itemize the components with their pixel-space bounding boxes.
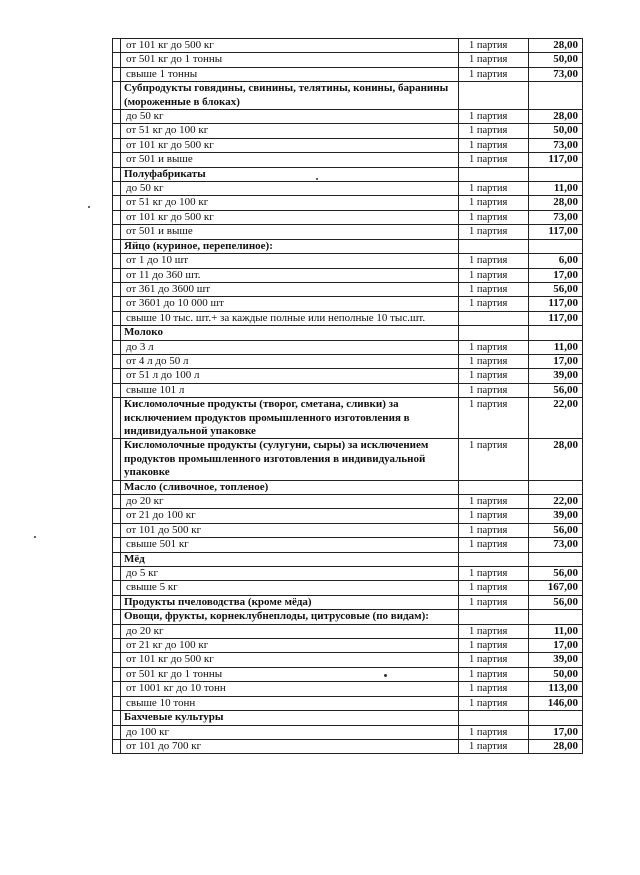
price-cell: 28,00 bbox=[529, 196, 583, 210]
item-name: от 21 кг до 100 кг bbox=[121, 639, 459, 653]
index-cell bbox=[113, 369, 121, 383]
price-cell: 73,00 bbox=[529, 138, 583, 152]
index-cell bbox=[113, 523, 121, 537]
unit-cell bbox=[459, 167, 529, 181]
item-name: до 50 кг bbox=[121, 110, 459, 124]
item-name: до 50 кг bbox=[121, 182, 459, 196]
unit-cell: 1 партия bbox=[459, 739, 529, 753]
category-name: Субпродукты говядины, свинины, телятины, конины, баранины (мороженные в блоках) bbox=[121, 82, 459, 110]
price-row bbox=[113, 268, 583, 282]
price-row bbox=[113, 110, 583, 124]
index-cell bbox=[113, 138, 121, 152]
price-cell: 50,00 bbox=[529, 53, 583, 67]
price-row bbox=[113, 667, 583, 681]
unit-cell: 1 партия bbox=[459, 340, 529, 354]
price-cell: 17,00 bbox=[529, 268, 583, 282]
price-row bbox=[113, 67, 583, 81]
price-row bbox=[113, 182, 583, 196]
price-cell: 56,00 bbox=[529, 523, 583, 537]
category-row bbox=[113, 610, 583, 624]
price-cell: 11,00 bbox=[529, 340, 583, 354]
price-table-page bbox=[112, 38, 582, 754]
unit-cell: 1 партия bbox=[459, 138, 529, 152]
category-row bbox=[113, 595, 583, 609]
unit-cell: 1 партия bbox=[459, 297, 529, 311]
price-table bbox=[112, 38, 583, 754]
price-cell: 50,00 bbox=[529, 667, 583, 681]
price-row bbox=[113, 369, 583, 383]
price-row bbox=[113, 340, 583, 354]
item-name: свыше 501 кг bbox=[121, 538, 459, 552]
price-row bbox=[113, 124, 583, 138]
category-row bbox=[113, 711, 583, 725]
unit-cell: 1 партия bbox=[459, 153, 529, 167]
price-cell: 146,00 bbox=[529, 696, 583, 710]
item-name: свыше 10 тонн bbox=[121, 696, 459, 710]
price-row bbox=[113, 739, 583, 753]
index-cell bbox=[113, 711, 121, 725]
index-cell bbox=[113, 311, 121, 325]
index-cell bbox=[113, 538, 121, 552]
price-cell: 11,00 bbox=[529, 624, 583, 638]
category-row bbox=[113, 439, 583, 480]
price-row bbox=[113, 383, 583, 397]
index-cell bbox=[113, 696, 121, 710]
index-cell bbox=[113, 624, 121, 638]
price-row bbox=[113, 138, 583, 152]
price-row bbox=[113, 53, 583, 67]
price-row bbox=[113, 153, 583, 167]
category-name: Продукты пчеловодства (кроме мёда) bbox=[121, 595, 459, 609]
price-cell: 113,00 bbox=[529, 682, 583, 696]
index-cell bbox=[113, 739, 121, 753]
index-cell bbox=[113, 383, 121, 397]
price-row bbox=[113, 196, 583, 210]
price-cell: 17,00 bbox=[529, 354, 583, 368]
category-name: Мёд bbox=[121, 552, 459, 566]
unit-cell: 1 партия bbox=[459, 196, 529, 210]
price-cell: 28,00 bbox=[529, 39, 583, 53]
price-cell: 28,00 bbox=[529, 110, 583, 124]
price-cell: 50,00 bbox=[529, 124, 583, 138]
item-name: от 51 кг до 100 кг bbox=[121, 196, 459, 210]
index-cell bbox=[113, 110, 121, 124]
price-row bbox=[113, 696, 583, 710]
unit-cell: 1 партия bbox=[459, 696, 529, 710]
unit-cell bbox=[459, 610, 529, 624]
price-cell: 17,00 bbox=[529, 639, 583, 653]
index-cell bbox=[113, 196, 121, 210]
unit-cell: 1 партия bbox=[459, 653, 529, 667]
category-row bbox=[113, 239, 583, 253]
index-cell bbox=[113, 480, 121, 494]
unit-cell: 1 партия bbox=[459, 124, 529, 138]
price-row bbox=[113, 254, 583, 268]
category-row bbox=[113, 552, 583, 566]
item-name: от 11 до 360 шт. bbox=[121, 268, 459, 282]
index-cell bbox=[113, 225, 121, 239]
item-name: до 100 кг bbox=[121, 725, 459, 739]
item-name: от 51 л до 100 л bbox=[121, 369, 459, 383]
price-cell: 56,00 bbox=[529, 567, 583, 581]
unit-cell bbox=[459, 326, 529, 340]
item-name: свыше 5 кг bbox=[121, 581, 459, 595]
item-name: свыше 101 л bbox=[121, 383, 459, 397]
price-row bbox=[113, 538, 583, 552]
index-cell bbox=[113, 297, 121, 311]
price-cell: 28,00 bbox=[529, 439, 583, 480]
index-cell bbox=[113, 210, 121, 224]
item-name: до 3 л bbox=[121, 340, 459, 354]
unit-cell: 1 партия bbox=[459, 39, 529, 53]
price-cell: 73,00 bbox=[529, 210, 583, 224]
price-cell: 39,00 bbox=[529, 509, 583, 523]
index-cell bbox=[113, 167, 121, 181]
unit-cell: 1 партия bbox=[459, 567, 529, 581]
item-name: от 1 до 10 шт bbox=[121, 254, 459, 268]
price-cell: 167,00 bbox=[529, 581, 583, 595]
unit-cell: 1 партия bbox=[459, 354, 529, 368]
price-cell: 56,00 bbox=[529, 383, 583, 397]
scan-speck bbox=[88, 206, 90, 208]
price-row bbox=[113, 682, 583, 696]
index-cell bbox=[113, 667, 121, 681]
unit-cell: 1 партия bbox=[459, 682, 529, 696]
item-name: от 361 до 3600 шт bbox=[121, 282, 459, 296]
price-cell bbox=[529, 239, 583, 253]
unit-cell: 1 партия bbox=[459, 667, 529, 681]
price-cell: 28,00 bbox=[529, 739, 583, 753]
category-name: Яйцо (куриное, перепелиное): bbox=[121, 239, 459, 253]
unit-cell: 1 партия bbox=[459, 509, 529, 523]
item-name: до 20 кг bbox=[121, 624, 459, 638]
price-cell: 73,00 bbox=[529, 538, 583, 552]
price-row bbox=[113, 210, 583, 224]
price-row bbox=[113, 725, 583, 739]
price-cell: 22,00 bbox=[529, 495, 583, 509]
index-cell bbox=[113, 326, 121, 340]
price-row bbox=[113, 282, 583, 296]
unit-cell: 1 партия bbox=[459, 268, 529, 282]
price-row bbox=[113, 523, 583, 537]
index-cell bbox=[113, 439, 121, 480]
price-cell bbox=[529, 610, 583, 624]
item-name: от 501 кг до 1 тонны bbox=[121, 667, 459, 681]
index-cell bbox=[113, 53, 121, 67]
unit-cell: 1 партия bbox=[459, 523, 529, 537]
price-row bbox=[113, 624, 583, 638]
item-name: от 501 кг до 1 тонны bbox=[121, 53, 459, 67]
unit-cell bbox=[459, 239, 529, 253]
scan-speck bbox=[316, 178, 318, 180]
unit-cell: 1 партия bbox=[459, 383, 529, 397]
unit-cell: 1 партия bbox=[459, 581, 529, 595]
unit-cell: 1 партия bbox=[459, 282, 529, 296]
unit-cell bbox=[459, 711, 529, 725]
category-row bbox=[113, 167, 583, 181]
price-row bbox=[113, 39, 583, 53]
price-table-body bbox=[113, 39, 583, 754]
index-cell bbox=[113, 254, 121, 268]
category-name: Масло (сливочное, топленое) bbox=[121, 480, 459, 494]
price-row bbox=[113, 354, 583, 368]
price-cell: 117,00 bbox=[529, 311, 583, 325]
index-cell bbox=[113, 639, 121, 653]
unit-cell bbox=[459, 552, 529, 566]
unit-cell bbox=[459, 480, 529, 494]
price-cell: 17,00 bbox=[529, 725, 583, 739]
item-name: от 101 кг до 500 кг bbox=[121, 138, 459, 152]
price-cell bbox=[529, 167, 583, 181]
unit-cell: 1 партия bbox=[459, 67, 529, 81]
category-name: Кисломолочные продукты (творог, сметана, сливки) за исключением продуктов промышленного изготовления в индивидуальной упаковке bbox=[121, 398, 459, 439]
item-name: от 101 кг до 500 кг bbox=[121, 39, 459, 53]
unit-cell: 1 партия bbox=[459, 639, 529, 653]
category-row bbox=[113, 480, 583, 494]
index-cell bbox=[113, 153, 121, 167]
index-cell bbox=[113, 39, 121, 53]
price-cell: 56,00 bbox=[529, 282, 583, 296]
category-row bbox=[113, 398, 583, 439]
item-name: от 101 кг до 500 кг bbox=[121, 210, 459, 224]
item-name: от 1001 кг до 10 тонн bbox=[121, 682, 459, 696]
category-name: Полуфабрикаты bbox=[121, 167, 459, 181]
category-row bbox=[113, 82, 583, 110]
unit-cell: 1 партия bbox=[459, 624, 529, 638]
index-cell bbox=[113, 67, 121, 81]
price-cell bbox=[529, 326, 583, 340]
unit-cell: 1 партия bbox=[459, 398, 529, 439]
unit-cell: 1 партия bbox=[459, 439, 529, 480]
unit-cell: 1 партия bbox=[459, 369, 529, 383]
index-cell bbox=[113, 653, 121, 667]
index-cell bbox=[113, 82, 121, 110]
item-name: от 101 до 500 кг bbox=[121, 523, 459, 537]
category-name: Овощи, фрукты, корнеклубнеплоды, цитрусовые (по видам): bbox=[121, 610, 459, 624]
index-cell bbox=[113, 340, 121, 354]
index-cell bbox=[113, 124, 121, 138]
item-name: свыше 1 тонны bbox=[121, 67, 459, 81]
item-name: от 51 кг до 100 кг bbox=[121, 124, 459, 138]
index-cell bbox=[113, 581, 121, 595]
index-cell bbox=[113, 398, 121, 439]
index-cell bbox=[113, 239, 121, 253]
index-cell bbox=[113, 610, 121, 624]
item-name: до 5 кг bbox=[121, 567, 459, 581]
index-cell bbox=[113, 509, 121, 523]
category-name: Молоко bbox=[121, 326, 459, 340]
price-cell bbox=[529, 480, 583, 494]
category-row bbox=[113, 326, 583, 340]
index-cell bbox=[113, 495, 121, 509]
price-row bbox=[113, 581, 583, 595]
price-cell: 6,00 bbox=[529, 254, 583, 268]
price-row bbox=[113, 311, 583, 325]
unit-cell: 1 партия bbox=[459, 254, 529, 268]
unit-cell: 1 партия bbox=[459, 538, 529, 552]
price-row bbox=[113, 509, 583, 523]
price-row bbox=[113, 225, 583, 239]
index-cell bbox=[113, 725, 121, 739]
item-name: от 21 до 100 кг bbox=[121, 509, 459, 523]
price-cell bbox=[529, 552, 583, 566]
price-cell: 117,00 bbox=[529, 297, 583, 311]
index-cell bbox=[113, 282, 121, 296]
index-cell bbox=[113, 182, 121, 196]
price-cell: 117,00 bbox=[529, 225, 583, 239]
unit-cell: 1 партия bbox=[459, 210, 529, 224]
scan-speck bbox=[384, 674, 387, 677]
price-row bbox=[113, 639, 583, 653]
index-cell bbox=[113, 552, 121, 566]
unit-cell: 1 партия bbox=[459, 725, 529, 739]
index-cell bbox=[113, 567, 121, 581]
price-row bbox=[113, 567, 583, 581]
price-row bbox=[113, 495, 583, 509]
price-row bbox=[113, 297, 583, 311]
unit-cell: 1 партия bbox=[459, 53, 529, 67]
category-name: Бахчевые культуры bbox=[121, 711, 459, 725]
unit-cell bbox=[459, 82, 529, 110]
item-name: от 501 и выше bbox=[121, 153, 459, 167]
scan-speck bbox=[34, 536, 36, 538]
price-row bbox=[113, 653, 583, 667]
item-name: от 4 л до 50 л bbox=[121, 354, 459, 368]
item-name: от 3601 до 10 000 шт bbox=[121, 297, 459, 311]
index-cell bbox=[113, 682, 121, 696]
item-name: от 501 и выше bbox=[121, 225, 459, 239]
price-cell: 73,00 bbox=[529, 67, 583, 81]
price-cell: 11,00 bbox=[529, 182, 583, 196]
price-cell: 22,00 bbox=[529, 398, 583, 439]
unit-cell: 1 партия bbox=[459, 495, 529, 509]
unit-cell bbox=[459, 311, 529, 325]
item-name: от 101 до 700 кг bbox=[121, 739, 459, 753]
item-name: свыше 10 тыс. шт.+ за каждые полные или неполные 10 тыс.шт. bbox=[121, 311, 459, 325]
unit-cell: 1 партия bbox=[459, 595, 529, 609]
item-name: от 101 кг до 500 кг bbox=[121, 653, 459, 667]
item-name: до 20 кг bbox=[121, 495, 459, 509]
unit-cell: 1 партия bbox=[459, 110, 529, 124]
unit-cell: 1 партия bbox=[459, 182, 529, 196]
price-cell: 39,00 bbox=[529, 369, 583, 383]
price-cell: 39,00 bbox=[529, 653, 583, 667]
price-cell bbox=[529, 711, 583, 725]
price-cell: 117,00 bbox=[529, 153, 583, 167]
category-name: Кисломолочные продукты (сулугуни, сыры) за исключением продуктов промышленного изготовления в индивидуальной упаковке bbox=[121, 439, 459, 480]
price-cell bbox=[529, 82, 583, 110]
index-cell bbox=[113, 354, 121, 368]
index-cell bbox=[113, 595, 121, 609]
unit-cell: 1 партия bbox=[459, 225, 529, 239]
index-cell bbox=[113, 268, 121, 282]
price-cell: 56,00 bbox=[529, 595, 583, 609]
